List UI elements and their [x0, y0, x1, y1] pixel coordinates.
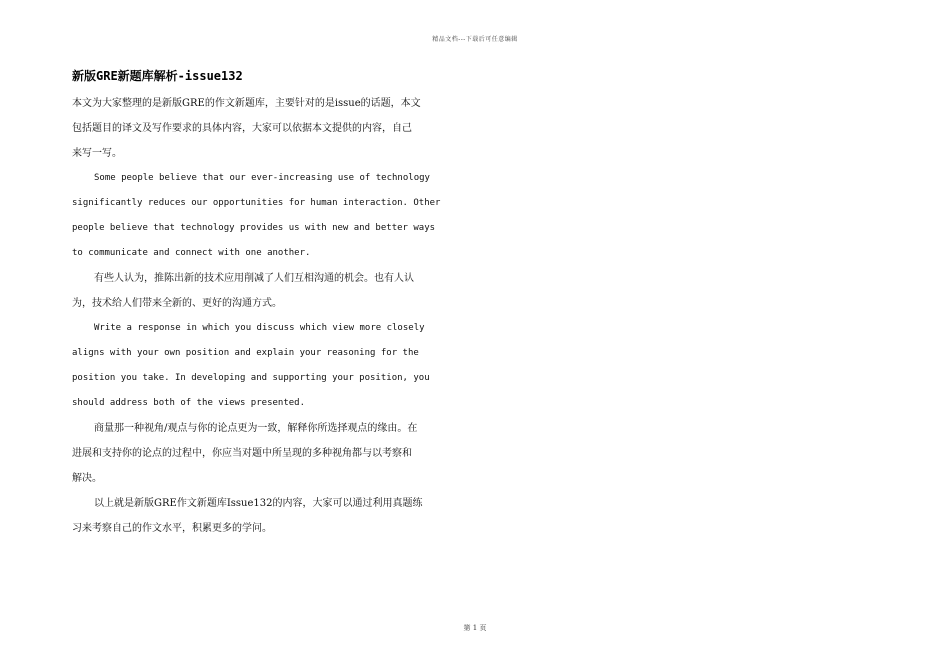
prompt-en-line: to communicate and connect with one another. [72, 248, 311, 258]
intro-paragraph [72, 91, 472, 166]
task-zh-line: 进展和支持你的论点的过程中，你应当对题中所呈现的多种视角都与以考察和 [72, 448, 412, 459]
task-chinese-paragraph [72, 416, 472, 491]
task-en-line: Write a response in which you discuss which view more closely [94, 323, 425, 333]
prompt-en-line: Some people believe that our ever-increasing use of technology [94, 173, 430, 183]
task-en-line: should address both of the views presented. [72, 398, 305, 408]
intro-line: 本文为大家整理的是新版GRE的作文新题库，主要针对的是issue的话题，本文 [72, 98, 421, 109]
task-zh-line: 解决。 [72, 473, 102, 484]
prompt-en-line: people believe that technology provides us with new and better ways [72, 223, 436, 233]
intro-line: 包括题目的译文及写作要求的具体内容，大家可以依据本文提供的内容，自己 [72, 123, 412, 134]
intro-line: 来写一写。 [72, 148, 122, 159]
closing-paragraph [72, 491, 472, 541]
prompt-zh-line: 有些人认为，推陈出新的技术应用削减了人们互相沟通的机会。也有人认 [94, 273, 414, 284]
prompt-english-paragraph [72, 166, 472, 266]
header-note: 精品文档---下载后可任意编辑 [432, 36, 518, 43]
task-en-line: aligns with your own position and explain your reasoning for the [72, 348, 419, 358]
closing-line: 以上就是新版GRE作文新题库Issue132的内容，大家可以通过利用真题练 [94, 498, 423, 509]
document-title: 新版GRE新题库解析-issue132 [72, 69, 243, 83]
closing-line: 习来考察自己的作文水平，积累更多的学问。 [72, 523, 272, 534]
prompt-en-line: significantly reduces our opportunities for human interaction. Other [72, 198, 441, 208]
task-english-paragraph [72, 316, 472, 416]
task-zh-line: 商量那一种视角/观点与你的论点更为一致，解释你所选择观点的缘由。在 [94, 423, 418, 434]
document-body [72, 66, 472, 541]
prompt-chinese-paragraph [72, 266, 472, 316]
prompt-zh-line: 为，技术给人们带来全新的、更好的沟通方式。 [72, 298, 282, 309]
task-en-line: position you take. In developing and supporting your position, you [72, 373, 430, 383]
page-number: 第 1 页 [463, 624, 487, 632]
